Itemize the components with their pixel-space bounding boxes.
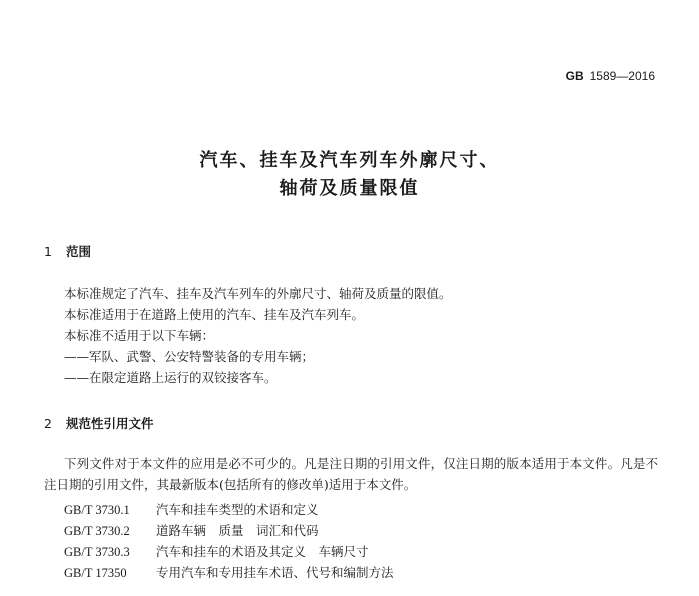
- document-title-line-2: 轴荷及质量限值: [279, 178, 420, 199]
- scope-paragraph: 本标准不适用于以下车辆：: [64, 328, 215, 343]
- section-number: 1: [44, 244, 52, 259]
- section-number: 2: [44, 416, 52, 431]
- section-heading-scope: [44, 242, 91, 260]
- reference-title: 汽车和挂车的术语及其定义 车辆尺寸: [156, 544, 369, 559]
- reference-title: 汽车和挂车类型的术语和定义: [156, 502, 319, 517]
- reference-code: GB/T 3730.1: [64, 503, 130, 517]
- scope-list-item: ——军队、武警、公安特警装备的专用车辆；: [64, 349, 315, 364]
- reference-item: [64, 521, 319, 539]
- standard-number: [566, 69, 655, 83]
- reference-code: GB/T 3730.3: [64, 545, 130, 559]
- reference-item: [64, 500, 319, 518]
- scope-list-item: ——在限定道路上运行的双铰接客车。: [64, 370, 277, 385]
- standard-code: GB: [565, 69, 584, 83]
- scope-paragraph: 本标准规定了汽车、挂车及汽车列车的外廓尺寸、轴荷及质量的限值。: [64, 286, 452, 301]
- document-title-line-1: 汽车、挂车及汽车列车外廓尺寸、: [199, 150, 500, 171]
- reference-item: [64, 542, 369, 560]
- reference-title: 道路车辆 质量 词汇和代码: [156, 523, 319, 538]
- section-title: 范围: [66, 244, 92, 259]
- references-intro-paragraph: 下列文件对于本文件的应用是必不可少的。凡是注日期的引用文件，仅注日期的版本适用于本文件。凡是不注日期的引用文件，其最新版本(包括所有的修改单)适用于本文件。: [44, 456, 658, 492]
- reference-title: 专用汽车和专用挂车术语、代号和编制方法: [156, 565, 394, 580]
- section-title: 规范性引用文件: [66, 416, 154, 431]
- scope-paragraph: 本标准适用于在道路上使用的汽车、挂车及汽车列车。: [64, 307, 365, 322]
- reference-item: [64, 563, 394, 581]
- reference-code: GB/T 17350: [64, 566, 127, 580]
- section-heading-normative-references: [44, 414, 154, 432]
- reference-code: GB/T 3730.2: [64, 524, 130, 538]
- standard-year: 1589—2016: [589, 69, 655, 83]
